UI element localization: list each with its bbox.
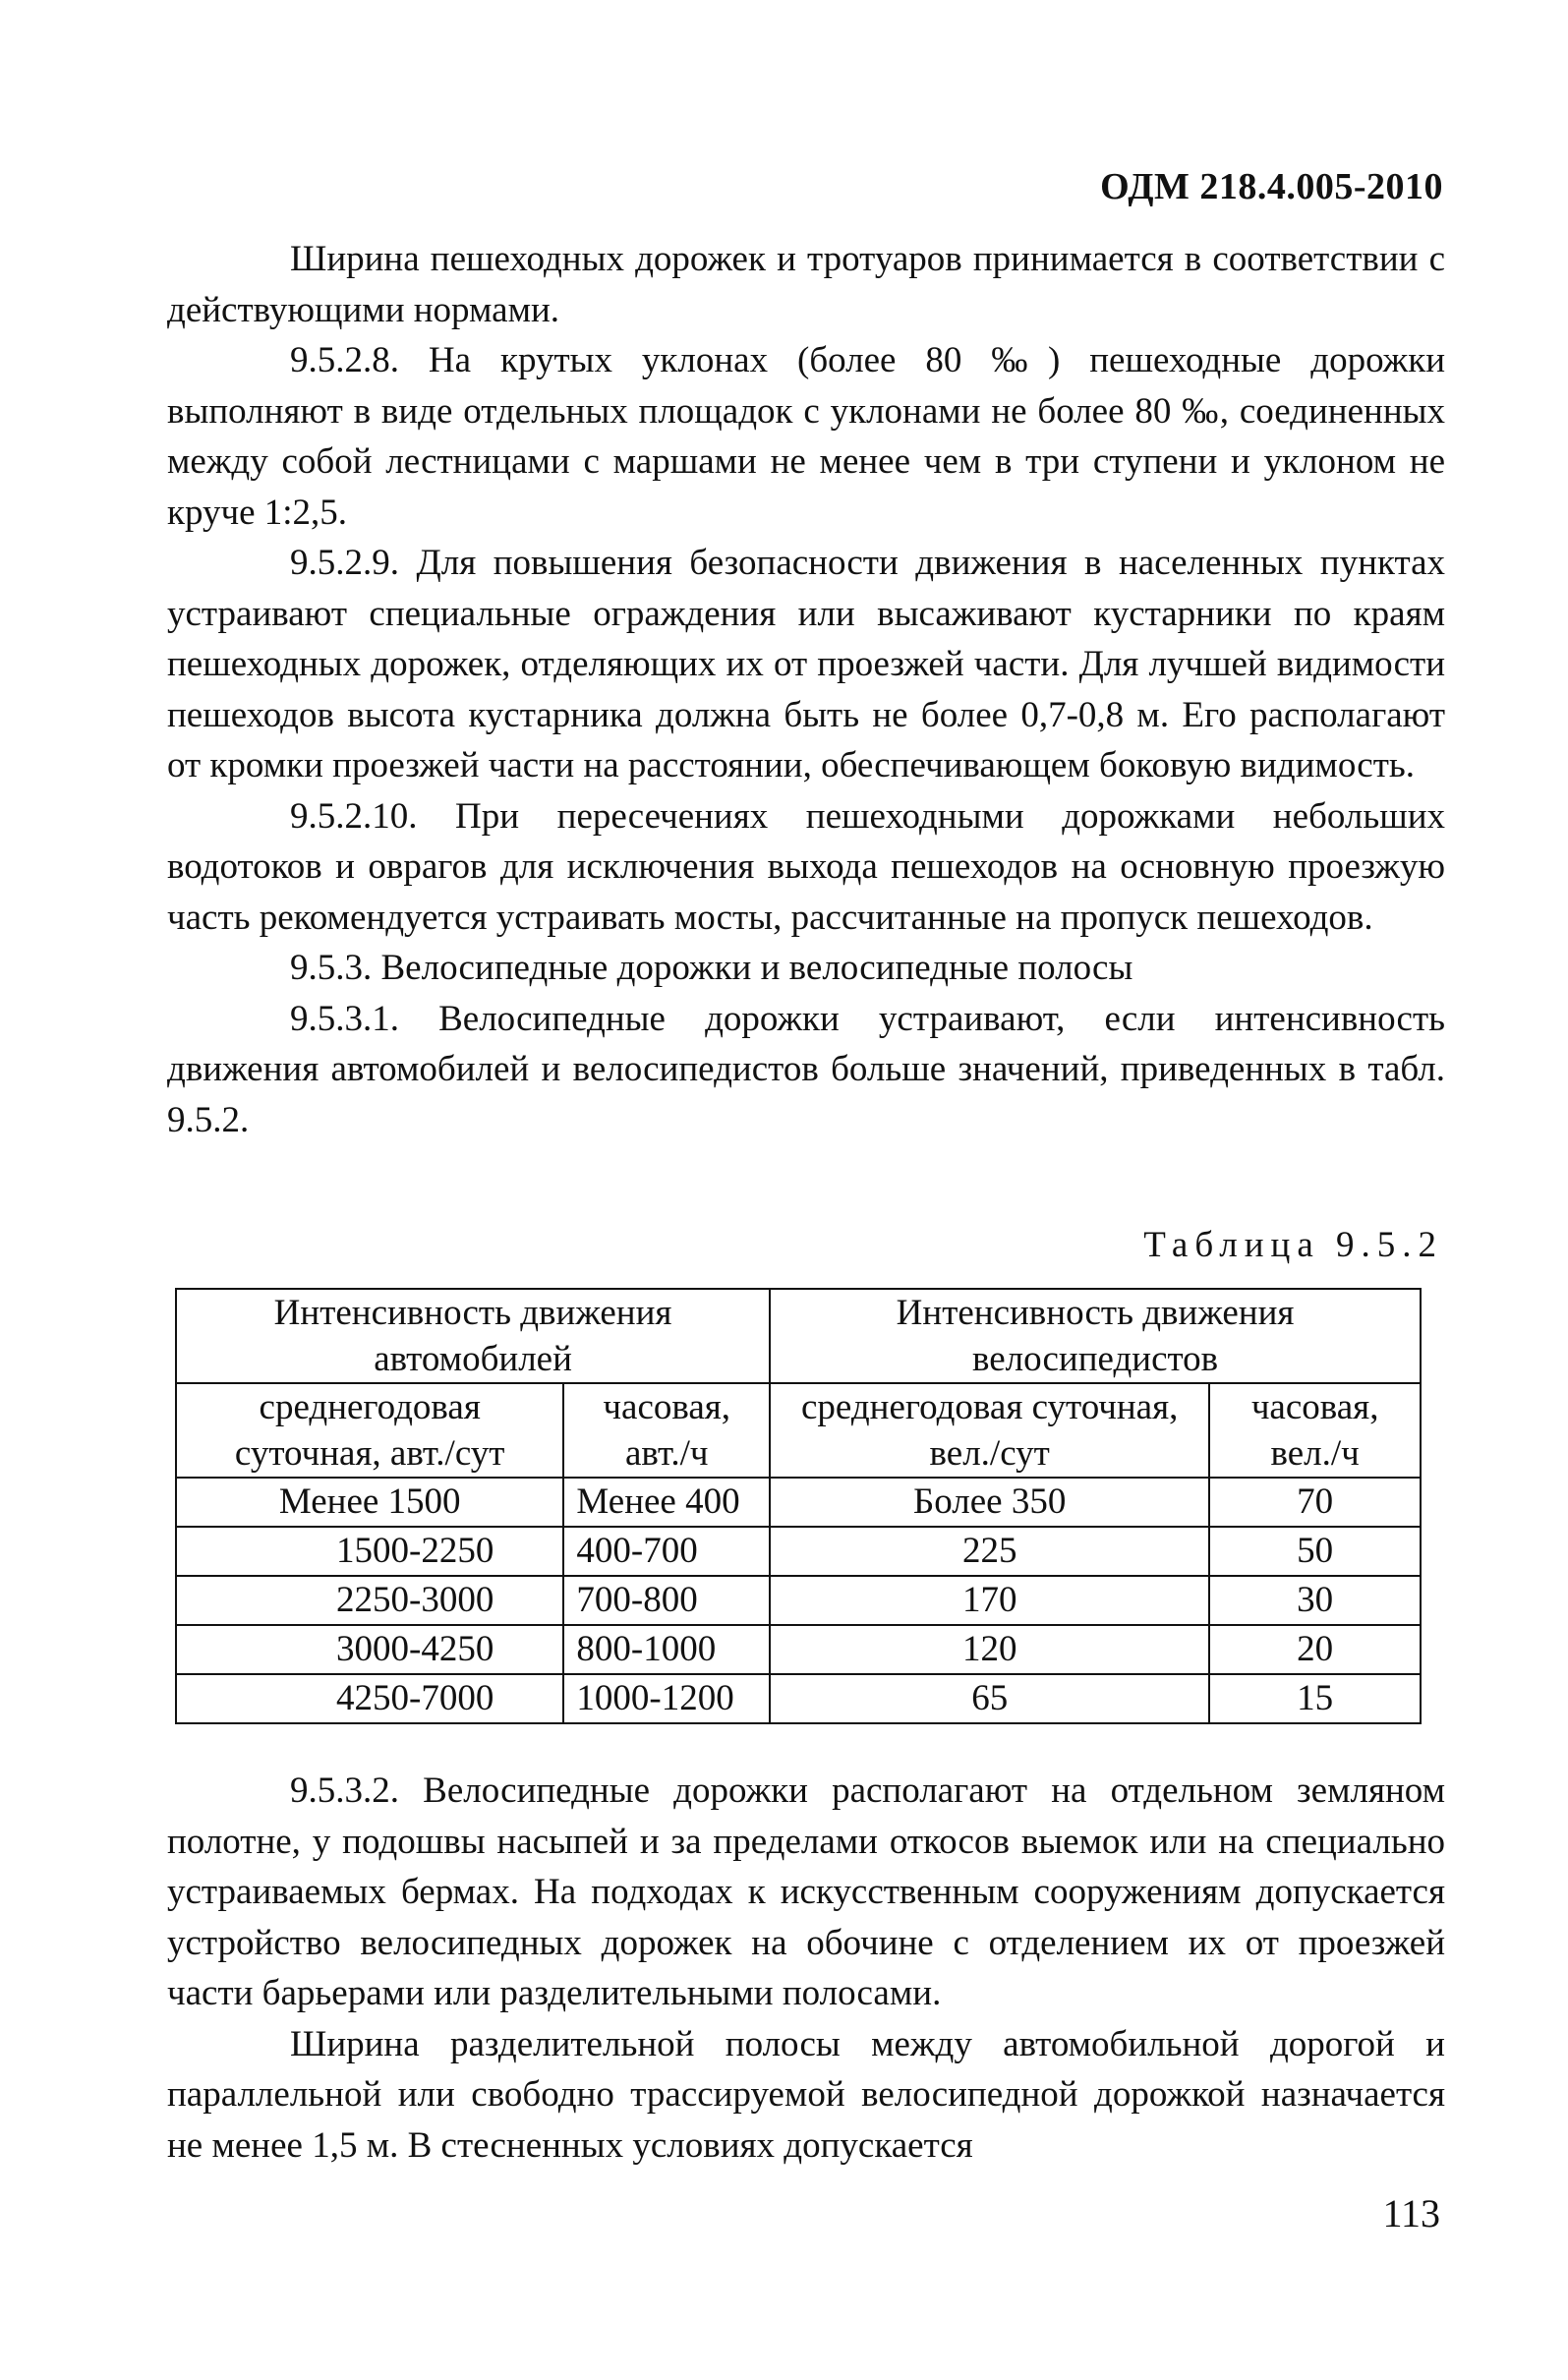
paragraph-sidewalk-width: Ширина пешеходных дорожек и тротуаров принимается в соответствии с действующими нормами.	[167, 239, 1445, 330]
table-cell: 120	[770, 1625, 1209, 1674]
table-cell: 3000-4250	[176, 1625, 563, 1674]
table-cell: 30	[1209, 1576, 1421, 1625]
table-row	[176, 1478, 1421, 1527]
table-row	[176, 1674, 1421, 1723]
table-group-header-row	[176, 1289, 1421, 1383]
table-cell: 170	[770, 1576, 1209, 1625]
body-text-top	[167, 234, 1445, 1145]
paragraph-9-5-2-8: 9.5.2.8. На крутых уклонах (более 80 ‰) пешеходные дорожки выполняют в виде отдельных площадок с уклонами не более 80 ‰, соединенных между собой лестницами с маршами не менее чем в три ступени и уклоном не круче 1:2,5.	[167, 340, 1445, 533]
table-row	[176, 1576, 1421, 1625]
table-sub-header-row	[176, 1383, 1421, 1478]
header-bicycle-daily: среднегодовая суточная, вел./сут	[770, 1383, 1209, 1478]
table-cell: 700-800	[563, 1576, 770, 1625]
table-cell: 1000-1200	[563, 1674, 770, 1723]
section-heading-9-5-3: 9.5.3. Велосипедные дорожки и велосипедные полосы	[290, 948, 1133, 988]
table-caption: Таблица 9.5.2	[1143, 1225, 1443, 1265]
table-cell: Менее 400	[563, 1478, 770, 1527]
body-text-bottom	[167, 1766, 1445, 2171]
table-row	[176, 1527, 1421, 1576]
table-cell: 20	[1209, 1625, 1421, 1674]
header-bicycle-hourly: часовая, вел./ч	[1209, 1383, 1421, 1478]
table-cell: 225	[770, 1527, 1209, 1576]
document-code-header: ОДМ 218.4.005-2010	[1100, 166, 1443, 207]
paragraph-9-5-3-2: 9.5.3.2. Велосипедные дорожки располагают на отдельном земляном полотне, у подошвы насыпей и за пределами откосов выемок или на специально устраиваемых бермах. На подходах к искусственным сооружениям допускается устройство велосипедных дорожек на обочине с отделением их от проезжей части барьерами или разделительными полосами.	[167, 1770, 1445, 2013]
table-cell: 400-700	[563, 1527, 770, 1576]
header-car-hourly: часовая, авт./ч	[563, 1383, 770, 1478]
table-cell: 50	[1209, 1527, 1421, 1576]
table-row	[176, 1625, 1421, 1674]
paragraph-9-5-2-10: 9.5.2.10. При пересечениях пешеходными дорожками небольших водотоков и оврагов для исключения выхода пешеходов на основную проезжую часть рекомендуется устраивать мосты, рассчитанные на пропуск пешеходов.	[167, 795, 1445, 938]
table-cell: 800-1000	[563, 1625, 770, 1674]
paragraph-9-5-3-1: 9.5.3.1. Велосипедные дорожки устраивают, если интенсивность движения автомобилей и велосипедистов больше значений, приведенных в табл. 9.5.2.	[167, 998, 1445, 1140]
page-number: 113	[1382, 2191, 1440, 2235]
header-car-intensity: Интенсивность движения автомобилей	[176, 1289, 770, 1383]
header-car-daily: среднегодовая суточная, авт./сут	[176, 1383, 563, 1478]
table-cell: 15	[1209, 1674, 1421, 1723]
table-cell: 70	[1209, 1478, 1421, 1527]
table-cell: Менее 1500	[176, 1478, 563, 1527]
paragraph-9-5-2-9: 9.5.2.9. Для повышения безопасности движения в населенных пунктах устраивают специальные ограждения или высаживают кустарники по краям пешеходных дорожек, отделяющих их от проезжей части. Для лучшей видимости пешеходов высота кустарника должна быть не более 0,7-0,8 м. Его располагают от кромки проезжей части на расстоянии, обеспечивающем боковую видимость.	[167, 543, 1445, 785]
table-cell: 2250-3000	[176, 1576, 563, 1625]
table-cell: 1500-2250	[176, 1527, 563, 1576]
intensity-table	[175, 1288, 1422, 1724]
paragraph-separator-width: Ширина разделительной полосы между автомобильной дорогой и параллельной или свободно трассируемой велосипедной дорожкой назначается не менее 1,5 м. В стесненных условиях допускается	[167, 2023, 1445, 2166]
header-bicycle-intensity: Интенсивность движения велосипедистов	[770, 1289, 1421, 1383]
table-cell: Более 350	[770, 1478, 1209, 1527]
table-cell: 65	[770, 1674, 1209, 1723]
table-cell: 4250-7000	[176, 1674, 563, 1723]
